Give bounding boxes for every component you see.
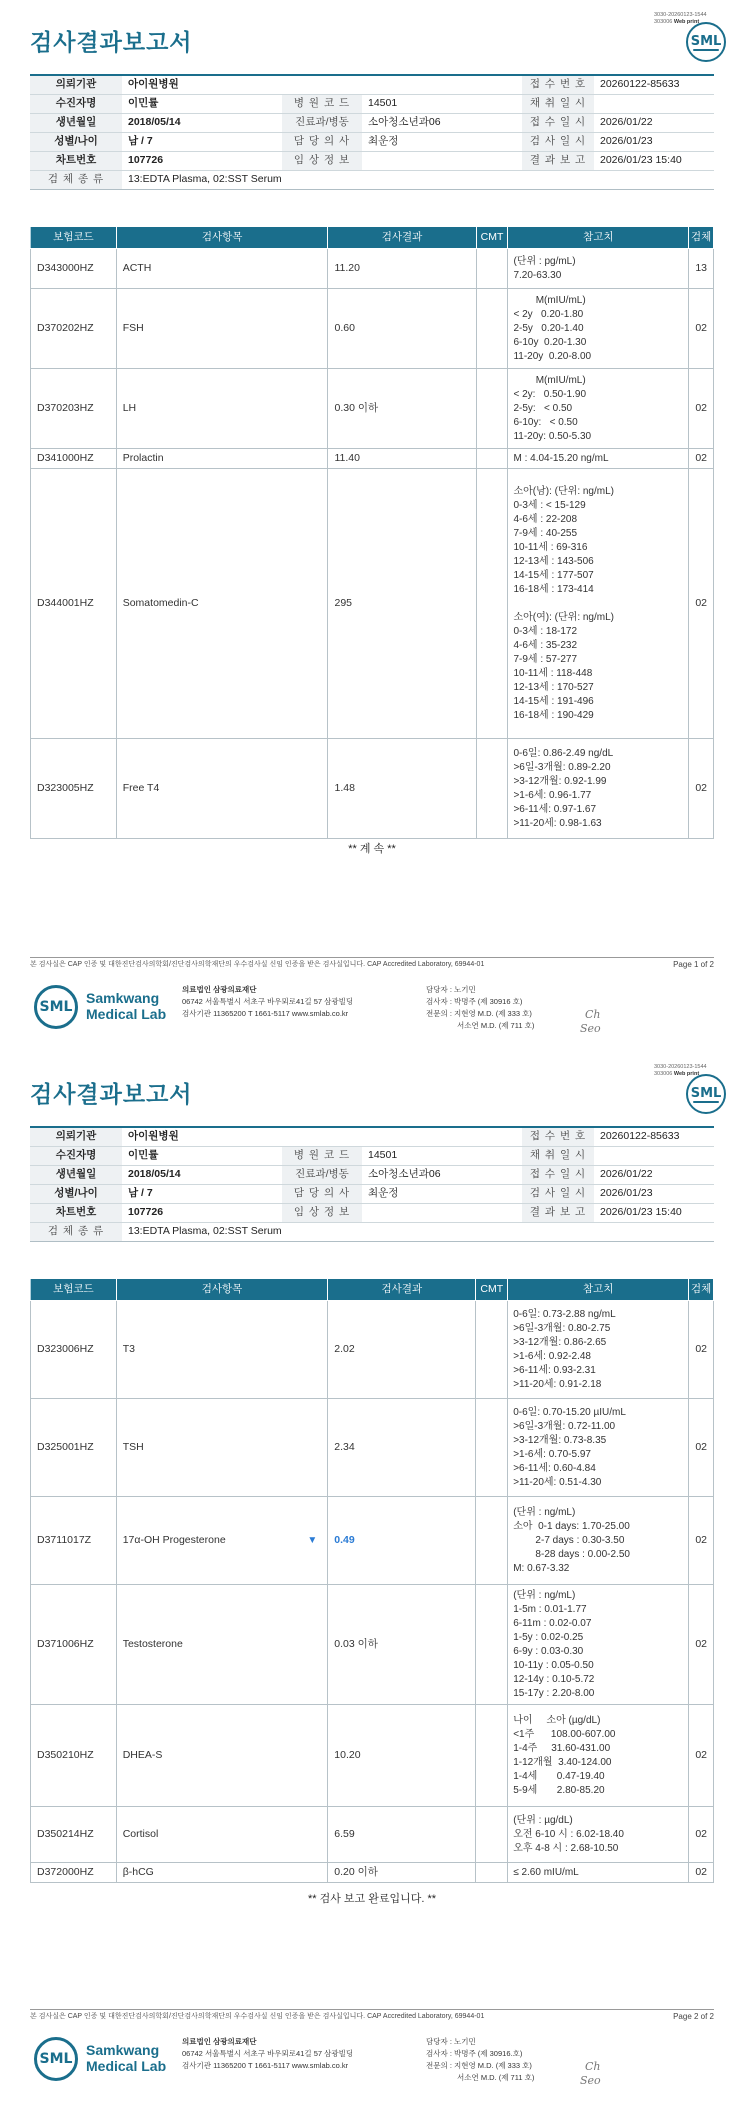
result-cell: 6.59 bbox=[328, 1807, 476, 1863]
cmt-cell bbox=[476, 369, 508, 449]
staff-info: 담당자 : 노기민 검사자 : 박명주 (제 30916 호) 전문의 : 지현영 M.D. (제 333 호) 서소연 M.D. (제 711 호) bbox=[426, 985, 535, 1030]
code-cell: D372000HZ bbox=[31, 1863, 117, 1883]
col-header-ref: 참고치 bbox=[508, 1279, 689, 1301]
print-id: 3030-20260123-1544 303006 Web print bbox=[654, 1064, 707, 1077]
result-cell: 11.20 bbox=[328, 249, 476, 289]
cmt-cell bbox=[476, 1301, 508, 1399]
ref-cell: 나이 소아 (µg/dL) <1주 108.00-607.00 1-4주 31.60-431.00 1-12개월 3.40-124.00 1-4세 0.47-19.40 5-9세 2.80-85.20 bbox=[508, 1705, 689, 1807]
item-cell bbox=[116, 249, 328, 289]
table-row bbox=[31, 739, 714, 839]
result-cell: 1.48 bbox=[328, 739, 476, 839]
code-cell: D350214HZ bbox=[31, 1807, 117, 1863]
item-name: FSH bbox=[122, 321, 144, 334]
ref-cell: 0-6일: 0.73-2.88 ng/mL >6일-3개월: 0.80-2.75 >3-12개월: 0.86-2.65 >1-6세: 0.92-2.48 >6-11세: 0.93-2.31 >11-20세: 0.91-2.18 bbox=[508, 1301, 689, 1399]
item-cell bbox=[116, 1705, 328, 1807]
item-name: LH bbox=[122, 401, 137, 414]
institution-info: 의료법인 삼광의료재단 06742 서울특별시 서초구 바우뫼로41길 57 삼광빌딩 검사기관 11365200 T 1661-5117 www.smlab.co.kr bbox=[182, 2037, 354, 2070]
page-number: Page 1 of 2 bbox=[673, 960, 714, 969]
spec-cell: 02 bbox=[689, 289, 714, 369]
ref-cell: 0-6일: 0.70-15.20 µIU/mL >6일-3개월: 0.72-11.00 >3-12개월: 0.73-8.35 >1-6세: 0.70-5.97 >6-11세: 0.60-4.84 >11-20세: 0.51-4.30 bbox=[508, 1399, 689, 1497]
spec-cell: 02 bbox=[689, 1399, 714, 1497]
code-cell: D343000HZ bbox=[31, 249, 117, 289]
code-cell: D3711017Z bbox=[31, 1497, 117, 1585]
spec-cell: 02 bbox=[689, 1807, 714, 1863]
col-header-spec: 검체 bbox=[689, 227, 714, 249]
spec-cell: 13 bbox=[689, 249, 714, 289]
ref-cell: M(mIU/mL) < 2y: 0.50-1.90 2-5y: < 0.50 6-10y: < 0.50 11-20y: 0.50-5.30 bbox=[508, 369, 689, 449]
cmt-cell bbox=[476, 1807, 508, 1863]
spec-cell: 02 bbox=[689, 1705, 714, 1807]
table-row bbox=[31, 1705, 714, 1807]
spec-cell: 02 bbox=[689, 1497, 714, 1585]
item-name: Somatomedin-C bbox=[122, 596, 199, 609]
result-cell: 2.34 bbox=[328, 1399, 476, 1497]
cmt-cell bbox=[476, 1399, 508, 1497]
item-name: 17α-OH Progesterone bbox=[122, 1533, 226, 1546]
code-cell: D350210HZ bbox=[31, 1705, 117, 1807]
spec-cell: 02 bbox=[689, 1863, 714, 1883]
col-header-code: 보험코드 bbox=[31, 227, 117, 249]
col-header-code: 보험코드 bbox=[31, 1279, 117, 1301]
col-header-item: 검사항목 bbox=[116, 1279, 328, 1301]
result-cell: 10.20 bbox=[328, 1705, 476, 1807]
table-row bbox=[31, 369, 714, 449]
cmt-cell bbox=[476, 449, 508, 469]
result-cell: 0.03 이하 bbox=[328, 1585, 476, 1705]
col-header-result: 검사결과 bbox=[328, 1279, 476, 1301]
sml-logo-icon: SML bbox=[686, 22, 726, 62]
page-title: 검사결과보고서 bbox=[30, 1081, 193, 1107]
item-cell bbox=[116, 1585, 328, 1705]
item-cell bbox=[116, 1807, 328, 1863]
item-cell bbox=[116, 289, 328, 369]
table-row bbox=[31, 249, 714, 289]
code-cell: D344001HZ bbox=[31, 469, 117, 739]
spec-cell: 02 bbox=[689, 369, 714, 449]
col-header-ref: 참고치 bbox=[508, 227, 689, 249]
low-flag-icon: ▼ bbox=[307, 1534, 318, 1546]
ref-cell: 소아(남): (단위: ng/mL) 0-3세 : < 15-129 4-6세 : 22-208 7-9세 : 40-255 10-11세 : 69-316 12-13세 : 143-506 14-15세 : 177-507 16-18세 : 173-414 소아(여): (단위: ng/mL) 0-3세 : 18-172 4-6세 : 35-232 7-9세 : 57-277 10-11세 : 118-448 12-13세 : 170-527 14-15세 : 191-496 16-18세 : 190-429 bbox=[508, 469, 689, 739]
spec-cell: 02 bbox=[689, 469, 714, 739]
table-row bbox=[31, 1863, 714, 1883]
continue-note: ** 계 속 ** bbox=[348, 843, 396, 855]
page-number: Page 2 of 2 bbox=[673, 2012, 714, 2021]
sml-logo-icon: SML bbox=[686, 1074, 726, 1114]
institution-info: 의료법인 삼광의료재단 06742 서울특별시 서초구 바우뫼로41길 57 삼광빌딩 검사기관 11365200 T 1661-5117 www.smlab.co.kr bbox=[182, 985, 354, 1018]
signature-2: Seo bbox=[580, 1022, 601, 1035]
item-cell bbox=[116, 469, 328, 739]
cmt-cell bbox=[476, 739, 508, 839]
item-cell bbox=[116, 449, 328, 469]
result-cell: 0.20 이하 bbox=[328, 1863, 476, 1883]
patient-info-table: 의뢰기관 아이원병원 접 수 번 호 20260122-85633 수진자명 이민률 병 원 코 드 14501 채 취 일 시 생년월일 2018/05/14 진료과/병동 소아청소년과06 접 수 일 시 2026/01/22 성별/나이 남 / 7 담 당 의 사 최운정 검 사 일 시 2026/01/23 차트번호 107726 임 상 정 보 결 과 보 고 2026/01/23 15:40 검 체 종 류 13:EDTA Plasma, 02:SST Serum bbox=[30, 1126, 714, 1242]
item-cell bbox=[116, 1301, 328, 1399]
staff-info: 담당자 : 노기민 검사자 : 박명주 (제 30916.호) 전문의 : 지현영 M.D. (제 333 호) 서소연 M.D. (제 711 호) bbox=[426, 2037, 535, 2082]
spec-cell: 02 bbox=[689, 739, 714, 839]
cmt-cell bbox=[476, 1863, 508, 1883]
col-header-result: 검사결과 bbox=[328, 227, 476, 249]
code-cell: D341000HZ bbox=[31, 449, 117, 469]
item-cell bbox=[116, 1497, 328, 1585]
result-cell: 0.49 bbox=[328, 1497, 476, 1585]
cmt-cell bbox=[476, 1705, 508, 1807]
result-cell: 11.40 bbox=[328, 449, 476, 469]
end-note: ** 검사 보고 완료입니다. ** bbox=[307, 1893, 437, 1905]
ref-cell: 0-6일: 0.86-2.49 ng/dL >6일-3개월: 0.89-2.20 >3-12개월: 0.92-1.99 >1-6세: 0.96-1.77 >6-11세: 0.97-1.67 >11-20세: 0.98-1.63 bbox=[508, 739, 689, 839]
col-header-cmt: CMT bbox=[476, 227, 508, 249]
company-name: Samkwang Medical Lab bbox=[86, 990, 167, 1022]
table-row bbox=[31, 1497, 714, 1585]
footer-divider bbox=[30, 957, 714, 958]
sml-footer-logo-icon: SML bbox=[34, 2037, 78, 2081]
report-page-2 bbox=[0, 1052, 744, 2104]
code-cell: D325001HZ bbox=[31, 1399, 117, 1497]
result-cell: 295 bbox=[328, 469, 476, 739]
col-header-spec: 검체 bbox=[689, 1279, 714, 1301]
table-row bbox=[31, 449, 714, 469]
item-name: Cortisol bbox=[122, 1827, 159, 1840]
print-id: 3030-20260123-1544 303006 Web print bbox=[654, 12, 707, 25]
ref-cell: (단위 : ng/mL) 소아 0-1 days: 1.70-25.00 2-7 days : 0.30-3.50 8-28 days : 0.00-2.50 M: 0.67-3.32 bbox=[508, 1497, 689, 1585]
ref-cell: (단위 : µg/dL) 오전 6-10 시 : 6.02-18.40 오후 4-8 시 : 2.68-10.50 bbox=[508, 1807, 689, 1863]
item-name: TSH bbox=[122, 1440, 144, 1453]
ref-cell: ≤ 2.60 mIU/mL bbox=[508, 1863, 689, 1883]
cmt-cell bbox=[476, 249, 508, 289]
company-name: Samkwang Medical Lab bbox=[86, 2042, 167, 2074]
item-name: Prolactin bbox=[122, 451, 164, 464]
col-header-item: 검사항목 bbox=[116, 227, 328, 249]
footer-divider bbox=[30, 2009, 714, 2010]
table-row bbox=[31, 289, 714, 369]
ref-cell: (단위 : ng/mL) 1-5m : 0.01-1.77 6-11m : 0.02-0.07 1-5y : 0.02-0.25 6-9y : 0.03-0.30 10-11y : 0.05-0.50 12-14y : 0.10-5.72 15-17y : 2.20-8.00 bbox=[508, 1585, 689, 1705]
results-table bbox=[30, 226, 714, 839]
table-row bbox=[31, 469, 714, 739]
table-row bbox=[31, 1585, 714, 1705]
table-row bbox=[31, 1807, 714, 1863]
spec-cell: 02 bbox=[689, 1585, 714, 1705]
page-title: 검사결과보고서 bbox=[30, 29, 193, 55]
table-row bbox=[31, 1301, 714, 1399]
signature-1: Ch bbox=[585, 2060, 601, 2073]
footer-accreditation: 본 검사실은 CAP 인증 및 대한진단검사의학회/진단검사의학재단의 우수검사실 신임 인증을 받은 검사실입니다. CAP Accredited Laboratory, 69944-01 bbox=[30, 961, 485, 968]
code-cell: D370203HZ bbox=[31, 369, 117, 449]
item-name: T3 bbox=[122, 1342, 135, 1355]
signature-1: Ch bbox=[585, 1008, 601, 1021]
code-cell: D371006HZ bbox=[31, 1585, 117, 1705]
code-cell: D323006HZ bbox=[31, 1301, 117, 1399]
result-cell: 0.30 이하 bbox=[328, 369, 476, 449]
result-cell: 2.02 bbox=[328, 1301, 476, 1399]
cmt-cell bbox=[476, 1585, 508, 1705]
col-header-cmt: CMT bbox=[476, 1279, 508, 1301]
results-table bbox=[30, 1278, 714, 1883]
cmt-cell bbox=[476, 289, 508, 369]
ref-cell: M : 4.04-15.20 ng/mL bbox=[508, 449, 689, 469]
cmt-cell bbox=[476, 1497, 508, 1585]
item-name: Testosterone bbox=[122, 1637, 183, 1650]
cmt-cell bbox=[476, 469, 508, 739]
signature-2: Seo bbox=[580, 2074, 601, 2087]
ref-cell: M(mIU/mL) < 2y 0.20-1.80 2-5y 0.20-1.40 6-10y 0.20-1.30 11-20y 0.20-8.00 bbox=[508, 289, 689, 369]
spec-cell: 02 bbox=[689, 449, 714, 469]
item-cell bbox=[116, 1399, 328, 1497]
item-name: Free T4 bbox=[122, 781, 160, 794]
spec-cell: 02 bbox=[689, 1301, 714, 1399]
item-cell bbox=[116, 369, 328, 449]
item-cell bbox=[116, 1863, 328, 1883]
code-cell: D370202HZ bbox=[31, 289, 117, 369]
item-name: β-hCG bbox=[122, 1865, 154, 1878]
ref-cell: (단위 : pg/mL) 7.20-63.30 bbox=[508, 249, 689, 289]
item-cell bbox=[116, 739, 328, 839]
sml-footer-logo-icon: SML bbox=[34, 985, 78, 1029]
item-name: DHEA-S bbox=[122, 1748, 163, 1761]
result-cell: 0.60 bbox=[328, 289, 476, 369]
item-name: ACTH bbox=[122, 261, 152, 274]
code-cell: D323005HZ bbox=[31, 739, 117, 839]
patient-info-table: 의뢰기관 아이원병원 접 수 번 호 20260122-85633 수진자명 이민률 병 원 코 드 14501 채 취 일 시 생년월일 2018/05/14 진료과/병동 소아청소년과06 접 수 일 시 2026/01/22 성별/나이 남 / 7 담 당 의 사 최운정 검 사 일 시 2026/01/23 차트번호 107726 임 상 정 보 결 과 보 고 2026/01/23 15:40 검 체 종 류 13:EDTA Plasma, 02:SST Serum bbox=[30, 74, 714, 190]
table-row bbox=[31, 1399, 714, 1497]
footer-accreditation: 본 검사실은 CAP 인증 및 대한진단검사의학회/진단검사의학재단의 우수검사실 신임 인증을 받은 검사실입니다. CAP Accredited Laboratory, 69944-01 bbox=[30, 2013, 485, 2020]
